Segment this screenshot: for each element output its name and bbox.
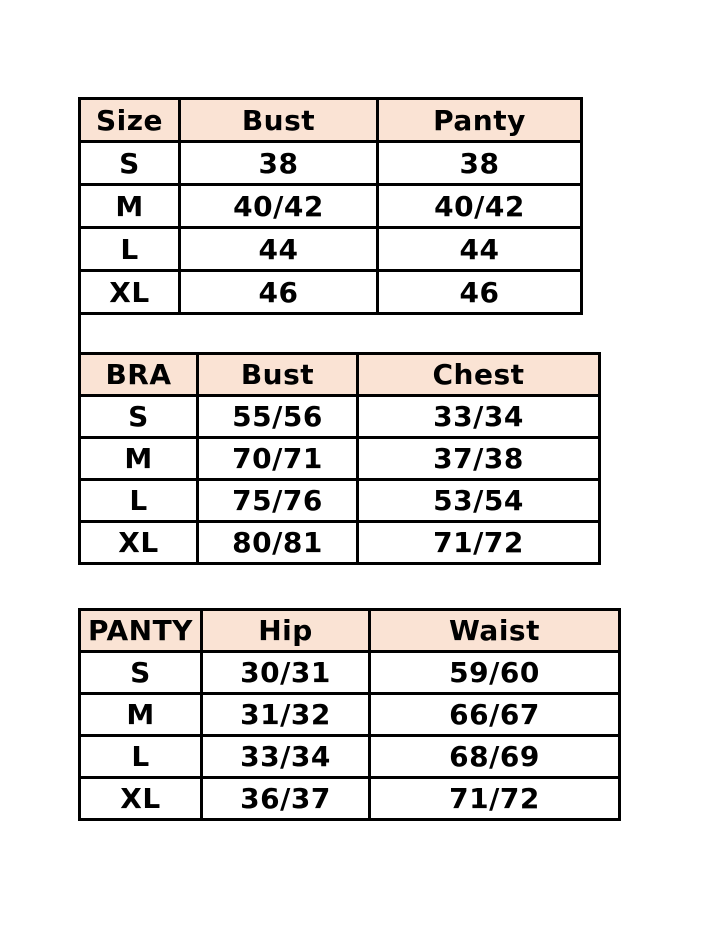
value-cell: 40/42 xyxy=(180,185,378,228)
table-header-row xyxy=(80,354,600,396)
value-cell: 37/38 xyxy=(358,438,600,480)
header-cell-bust: Bust xyxy=(180,99,378,142)
size-label-cell: XL xyxy=(80,778,202,820)
table-row xyxy=(80,228,582,271)
size-label-cell: XL xyxy=(80,271,180,314)
header-cell-hip: Hip xyxy=(202,610,370,652)
value-cell: 33/34 xyxy=(358,396,600,438)
size-label-cell: M xyxy=(80,185,180,228)
table-header-row xyxy=(80,610,620,652)
table-row xyxy=(80,185,582,228)
size-label-cell: L xyxy=(80,480,198,522)
table-row xyxy=(80,396,600,438)
value-cell: 70/71 xyxy=(198,438,358,480)
size-label-cell: S xyxy=(80,142,180,185)
value-cell: 33/34 xyxy=(202,736,370,778)
value-cell: 36/37 xyxy=(202,778,370,820)
size-label-cell: L xyxy=(80,228,180,271)
value-cell: 68/69 xyxy=(370,736,620,778)
size-label-cell: M xyxy=(80,694,202,736)
value-cell: 53/54 xyxy=(358,480,600,522)
value-cell: 80/81 xyxy=(198,522,358,564)
bra-chart-table xyxy=(78,352,601,565)
table-row xyxy=(80,438,600,480)
size-label-cell: S xyxy=(80,396,198,438)
size-chart-table xyxy=(78,97,583,315)
header-cell-chest: Chest xyxy=(358,354,600,396)
table-row xyxy=(80,271,582,314)
header-cell-panty: PANTY xyxy=(80,610,202,652)
value-cell: 31/32 xyxy=(202,694,370,736)
value-cell: 75/76 xyxy=(198,480,358,522)
value-cell: 44 xyxy=(378,228,582,271)
value-cell: 44 xyxy=(180,228,378,271)
value-cell: 38 xyxy=(180,142,378,185)
table-row xyxy=(80,142,582,185)
value-cell: 71/72 xyxy=(370,778,620,820)
header-cell-panty: Panty xyxy=(378,99,582,142)
table-row xyxy=(80,652,620,694)
value-cell: 59/60 xyxy=(370,652,620,694)
size-label-cell: S xyxy=(80,652,202,694)
value-cell: 40/42 xyxy=(378,185,582,228)
table-row xyxy=(80,522,600,564)
value-cell: 38 xyxy=(378,142,582,185)
value-cell: 55/56 xyxy=(198,396,358,438)
value-cell: 71/72 xyxy=(358,522,600,564)
size-label-cell: L xyxy=(80,736,202,778)
table-row xyxy=(80,778,620,820)
table-row xyxy=(80,480,600,522)
value-cell: 66/67 xyxy=(370,694,620,736)
table-border-connector-line xyxy=(78,311,81,353)
header-cell-waist: Waist xyxy=(370,610,620,652)
value-cell: 46 xyxy=(378,271,582,314)
header-cell-bra: BRA xyxy=(80,354,198,396)
size-label-cell: M xyxy=(80,438,198,480)
value-cell: 46 xyxy=(180,271,378,314)
size-label-cell: XL xyxy=(80,522,198,564)
panty-chart-table xyxy=(78,608,621,821)
header-cell-bust: Bust xyxy=(198,354,358,396)
header-cell-size: Size xyxy=(80,99,180,142)
table-header-row xyxy=(80,99,582,142)
table-row xyxy=(80,736,620,778)
value-cell: 30/31 xyxy=(202,652,370,694)
table-row xyxy=(80,694,620,736)
